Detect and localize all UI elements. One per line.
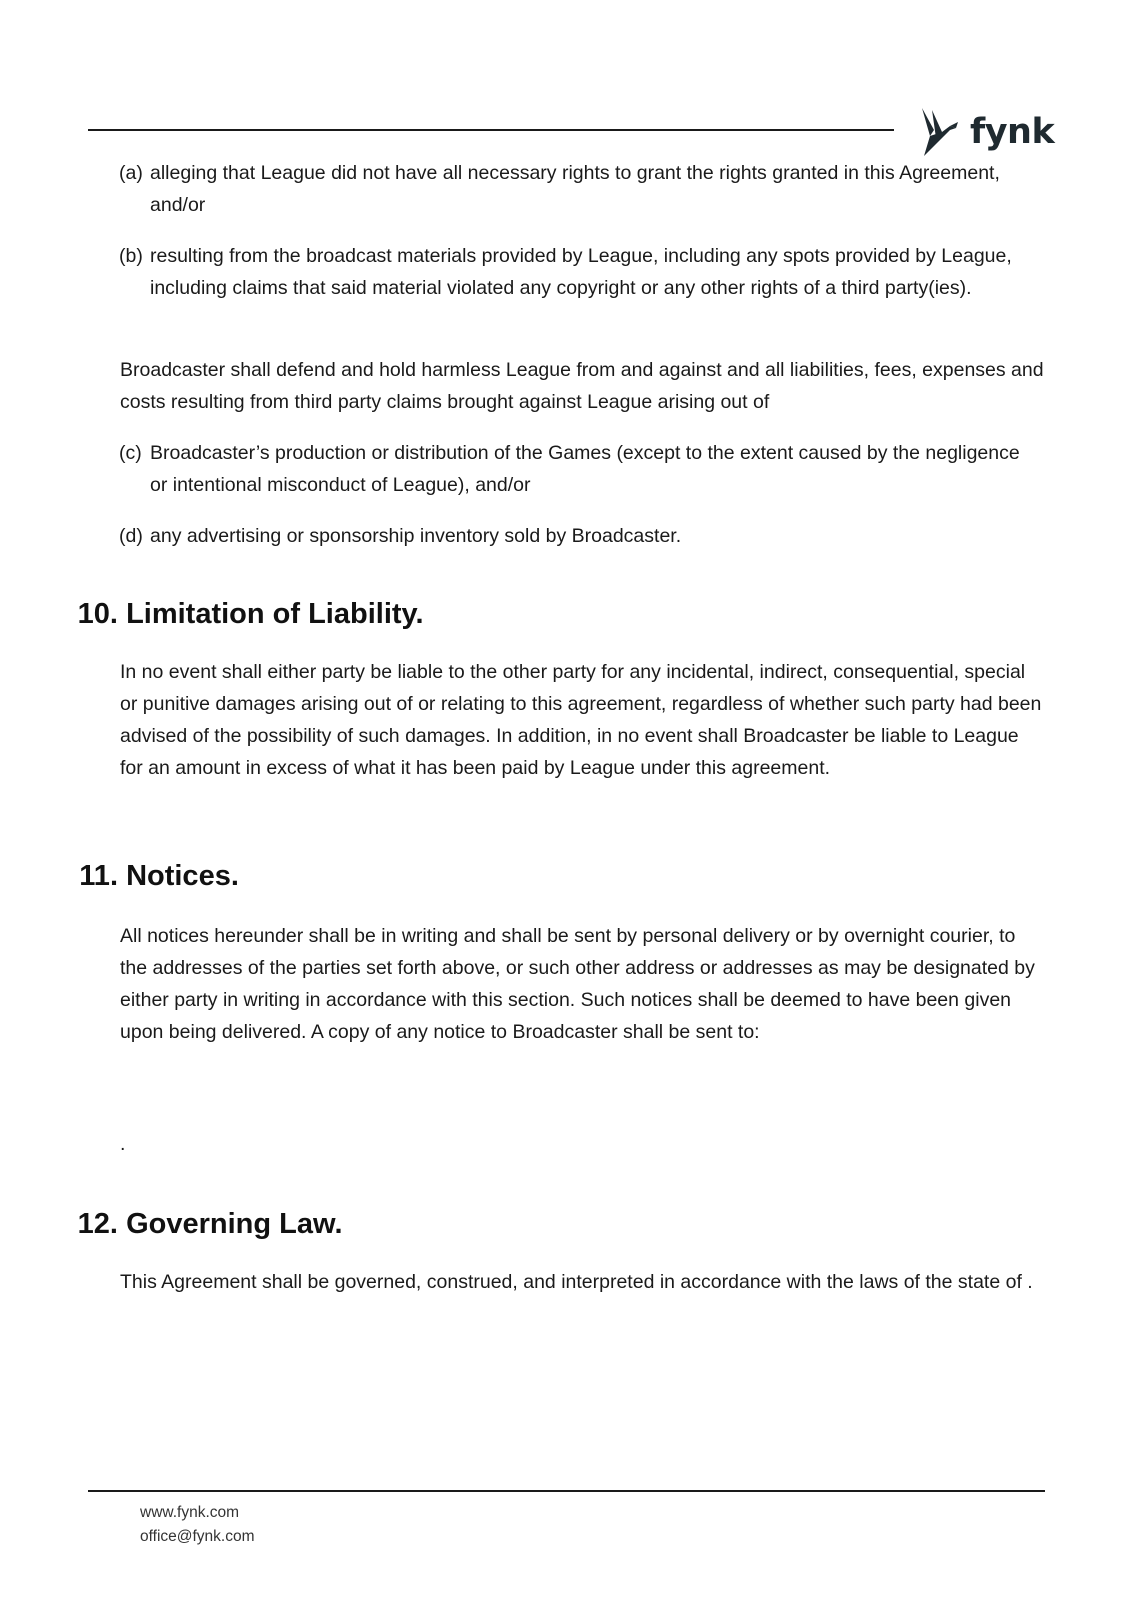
section-title: Governing Law. [126,1208,343,1240]
footer-email[interactable]: office@fynk.com [140,1528,255,1545]
footer-divider [88,1490,1045,1492]
brand-logo [920,104,1054,160]
list-marker: (d) [119,525,143,547]
list-marker: (c) [119,442,142,464]
list-marker: (b) [119,245,143,267]
list-marker: (a) [119,162,143,184]
list-item [119,437,1039,501]
bird-logo-icon [920,106,964,158]
section-body-governing-law: This Agreement shall be governed, construed, and interpreted in accordance with the laws of the state of . [120,1271,1033,1293]
section-heading-limitation [66,596,424,632]
brand-name: fynk [970,111,1055,152]
section-title: Notices. [126,860,239,892]
list-item-text: Broadcaster’s production or distribution of the Games (except to the extent caused by the negligence or intentional misconduct of League), and/or [150,442,1020,496]
section-body-limitation: In no event shall either party be liable to the other party for any incidental, indirect, consequential, special or punitive damages arising out of or relating to this agreement, regardless of whether such party had been advised of the possibility of such damages. In addition, in no event shall Broadcaster be liable to League for an amount in excess of what it has been paid by League under this agreement. [120,661,1042,779]
section-number: 12. [77,1208,118,1240]
section-heading-governing-law [66,1206,343,1242]
list-item [119,157,1039,221]
header-divider [88,129,894,131]
section-body-notices: All notices hereunder shall be in writing and shall be sent by personal delivery or by overnight courier, to the addresses of the parties set forth above, or such other address or addresses as may be designated by either party in writing in accordance with this section. Such notices shall be deemed to have been given upon being delivered. A copy of any notice to Broadcaster shall be sent to: [120,925,1035,1043]
footer-website[interactable]: www.fynk.com [140,1504,240,1521]
list-item-text: alleging that League did not have all necessary rights to grant the rights granted in this Agreement, and/or [150,162,1000,216]
section-number: 11. [79,860,118,892]
indemnity-paragraph: Broadcaster shall defend and hold harmless League from and against and all liabilities, fees, expenses and costs resulting from third party claims brought against League arising out of [120,359,1044,413]
notice-address-placeholder: . [120,1133,126,1155]
list-item-text: resulting from the broadcast materials provided by League, including any spots provided by League, including claims that said material violated any copyright or any other rights of a third party(ies). [150,245,1012,299]
section-title: Limitation of Liability. [126,598,424,630]
list-item [119,520,1039,552]
list-item [119,240,1039,304]
section-number: 10. [77,598,118,630]
list-item-text: any advertising or sponsorship inventory sold by Broadcaster. [150,525,682,547]
section-heading-notices [66,858,239,894]
